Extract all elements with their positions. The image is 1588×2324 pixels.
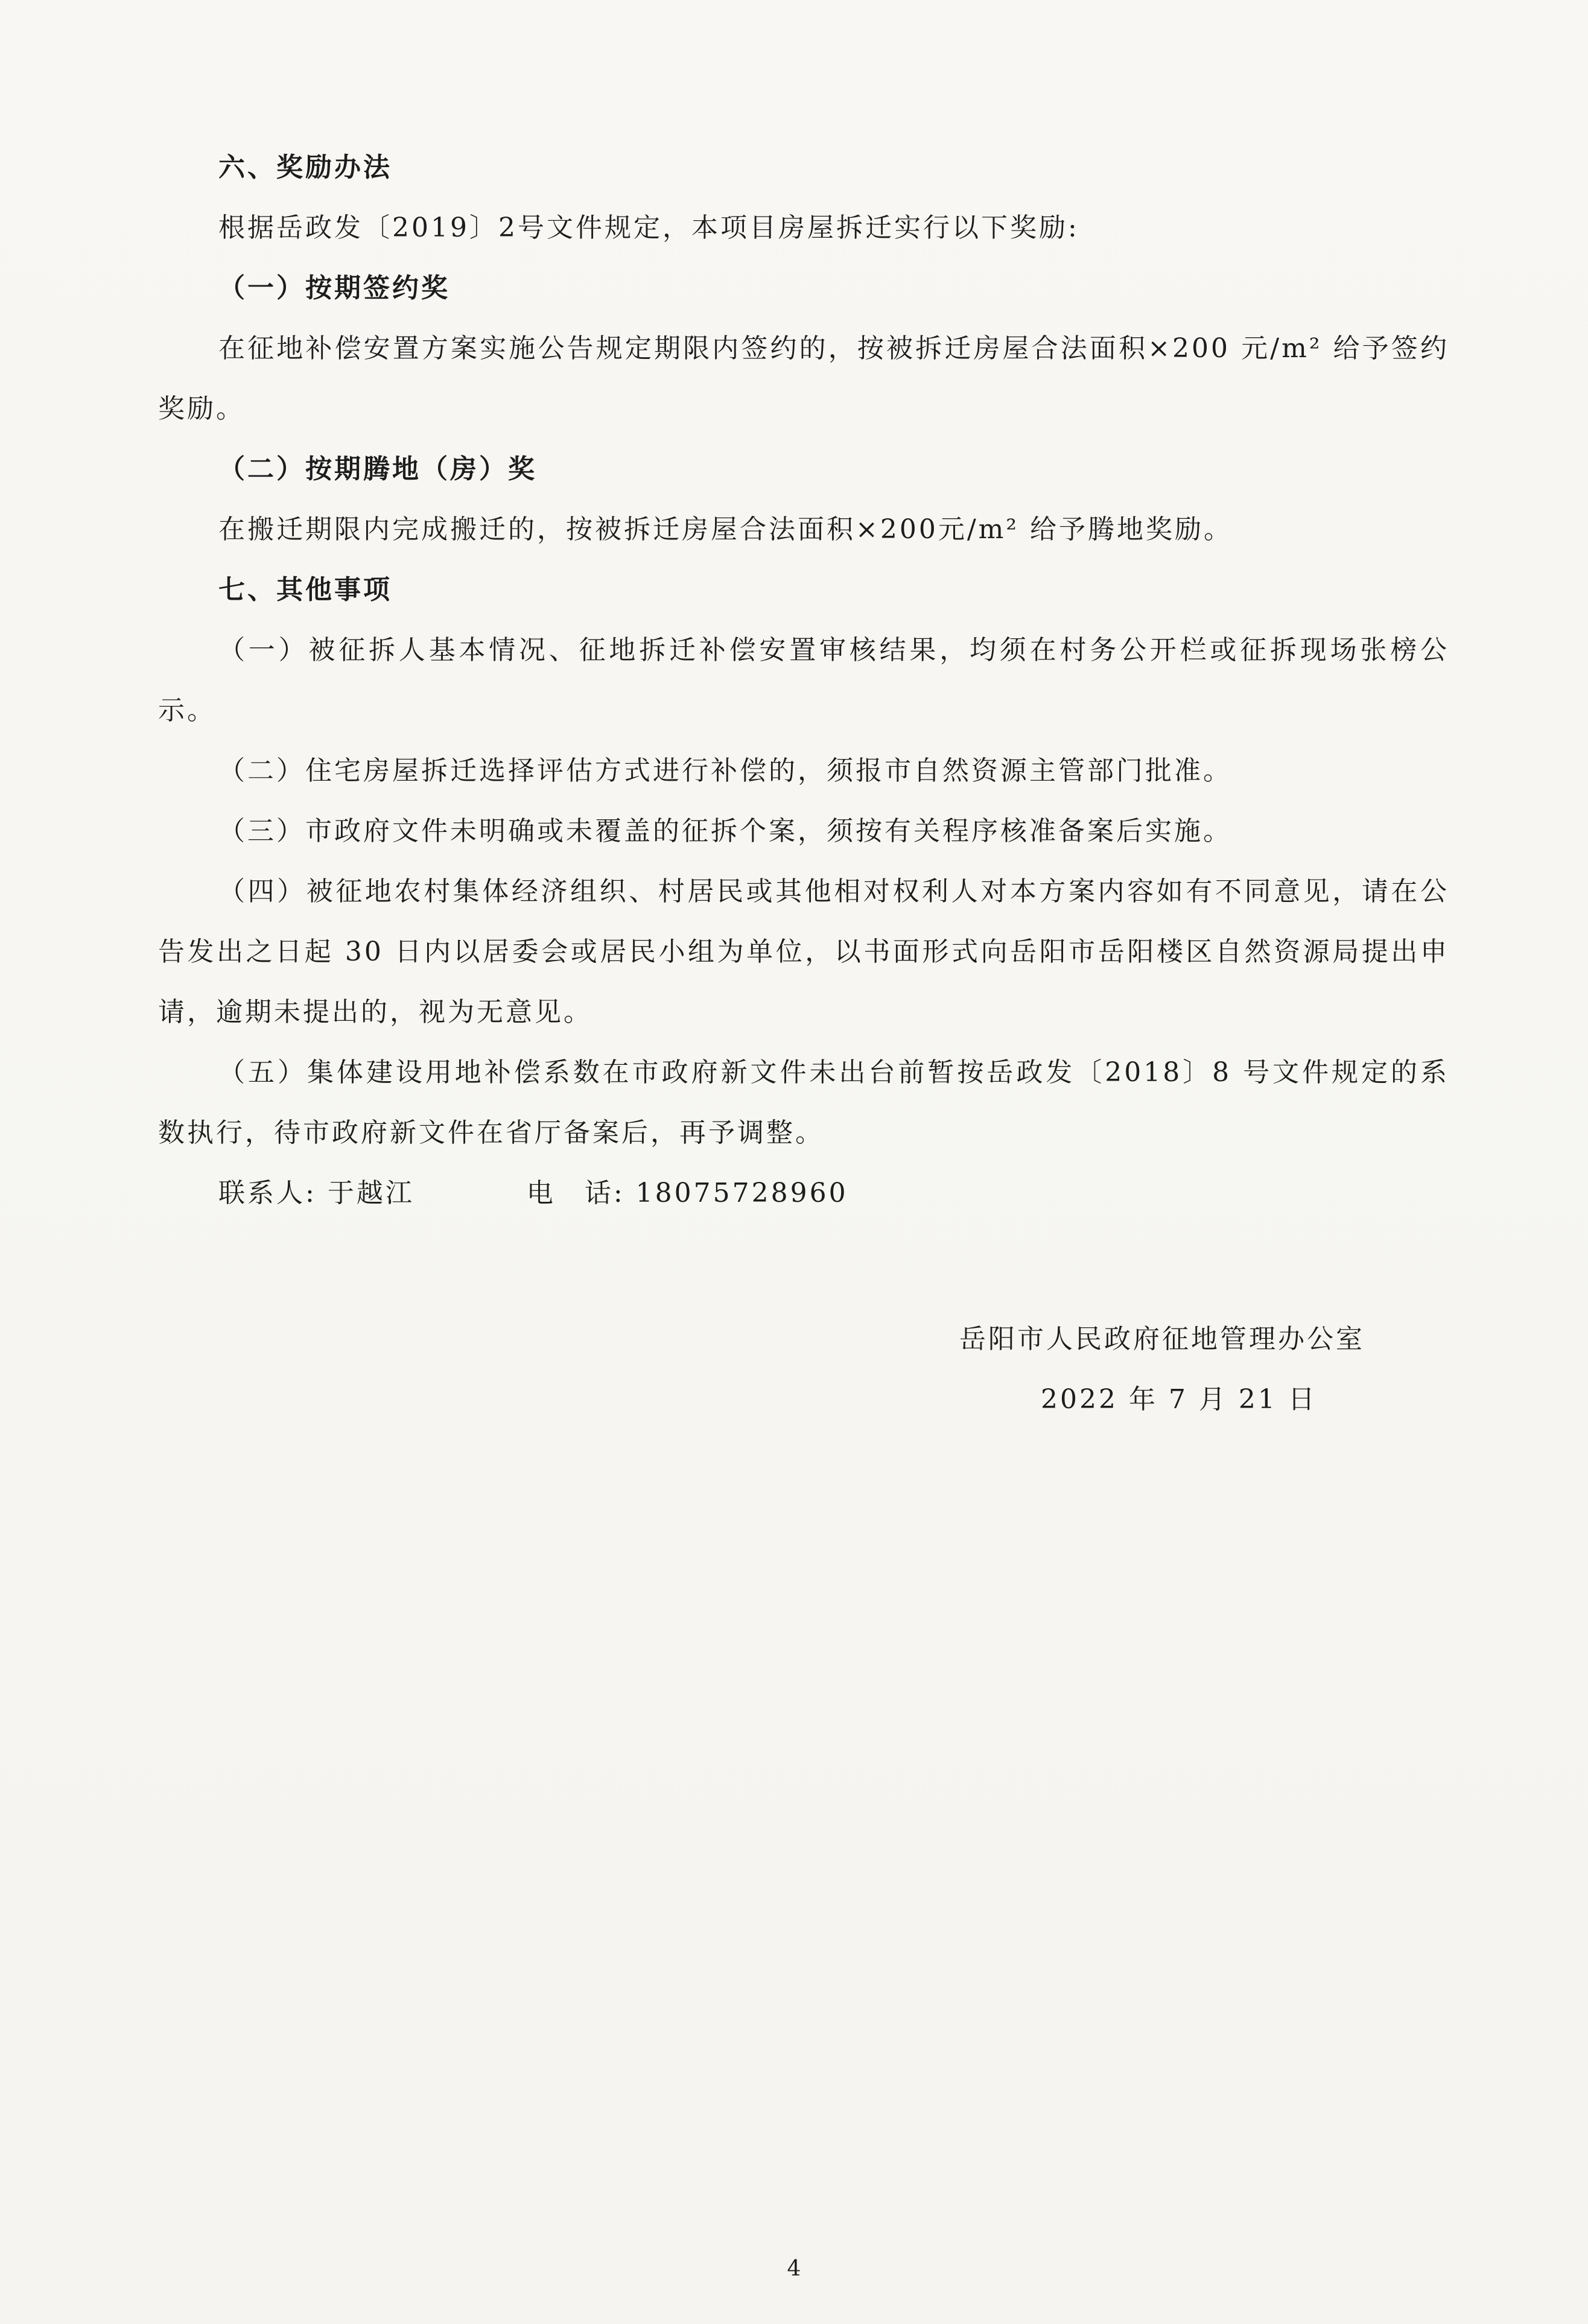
signature-block — [959, 1309, 1365, 1430]
item1-title: （一）按期签约奖 — [218, 273, 450, 303]
phone-number: 18075728960 — [635, 1178, 848, 1208]
item1-text: 在征地补偿安置方案实施公告规定期限内签约的，按被拆迁房屋合法面积×200 元/m² 给予签约奖励。 — [158, 333, 1449, 424]
issue-date: 2022 年 7 月 21 日 — [1041, 1384, 1317, 1415]
contact-name: 于越江 — [327, 1178, 414, 1208]
section7-item-5: （五）集体建设用地补偿系数在市政府新文件未出台前暂按岳政发〔2018〕8 号文件规定的系数执行，待市政府新文件在省厅备案后，再予调整。 — [158, 1057, 1449, 1148]
section6-title: 六、奖励办法 — [218, 152, 392, 183]
section7-item-4: （四）被征地农村集体经济组织、村居民或其他相对权利人对本方案内容如有不同意见，请在公告发出之日起 30 日内以居委会或居民小组为单位，以书面形式向岳阳市岳阳楼区自然资源局提出申请，逾期未提出的，视为无意见。 — [158, 876, 1449, 1027]
section7-title: 七、其他事项 — [218, 574, 392, 605]
item2-title: （二）按期腾地（房）奖 — [218, 454, 537, 484]
item2-text: 在搬迁期限内完成搬迁的，按被拆迁房屋合法面积×200元/m² 给予腾地奖励。 — [218, 514, 1233, 545]
section6-intro: 根据岳政发〔2019〕2号文件规定，本项目房屋拆迁实行以下奖励: — [218, 212, 1079, 243]
section7-item-3: （三）市政府文件未明确或未覆盖的征拆个案，须按有关程序核准备案后实施。 — [218, 816, 1232, 846]
issuing-organization: 岳阳市人民政府征地管理办公室 — [959, 1324, 1365, 1354]
document-body — [158, 138, 1449, 1224]
contact-label: 联系人: — [218, 1178, 317, 1208]
section7-item-2: （二）住宅房屋拆迁选择评估方式进行补偿的，须报市自然资源主管部门批准。 — [218, 755, 1232, 786]
page-number: 4 — [787, 2256, 801, 2281]
section7-item-1: （一）被征拆人基本情况、征地拆迁补偿安置审核结果，均须在村务公开栏或征拆现场张榜公示。 — [158, 635, 1449, 726]
phone-label: 电 话: — [526, 1178, 625, 1208]
contact-line — [158, 1163, 1449, 1224]
